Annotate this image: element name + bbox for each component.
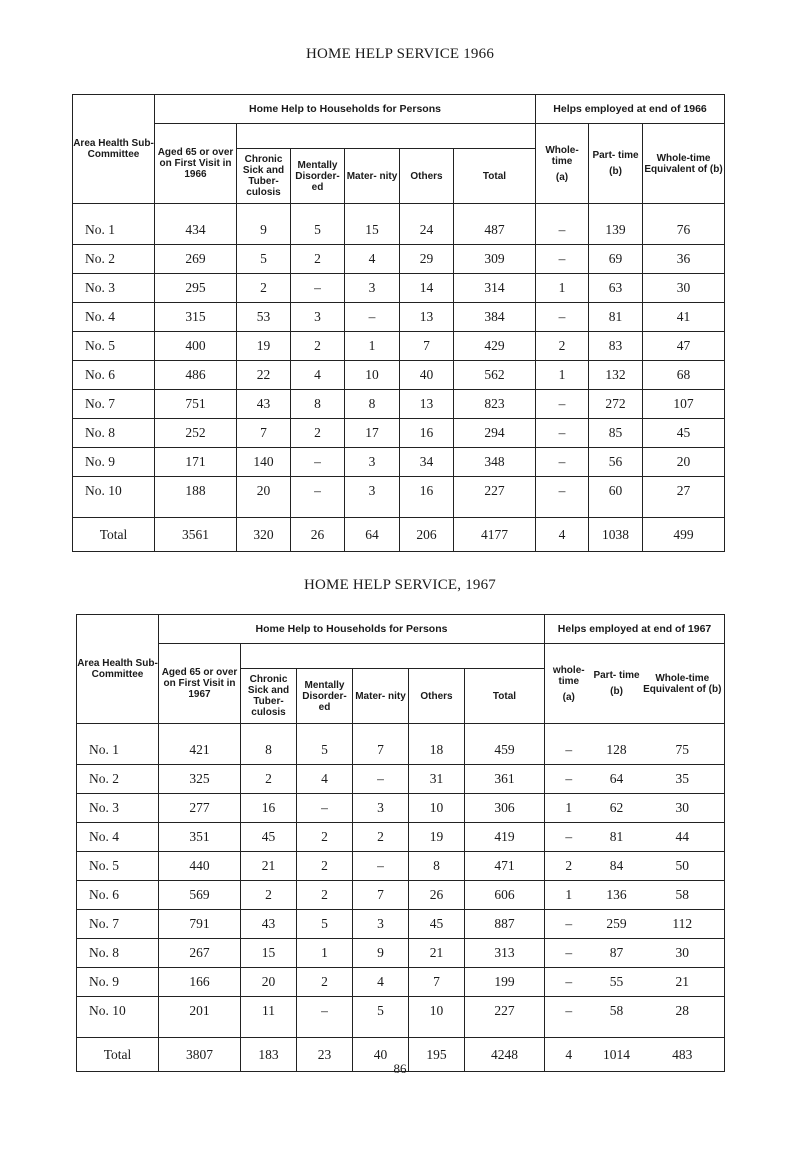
- cell-mentally-disordered: 5: [297, 724, 353, 765]
- cell-whole-time: 1: [536, 274, 589, 303]
- cell-whole-time: –: [545, 724, 593, 765]
- cell-part-time: 62: [593, 794, 641, 823]
- cell-others: 31: [409, 765, 465, 794]
- header-part-time: [593, 644, 641, 724]
- cell-others: 13: [400, 303, 454, 332]
- total-total: 4248: [465, 1038, 545, 1072]
- cell-whole-time: –: [536, 419, 589, 448]
- table-row: [77, 939, 725, 968]
- cell-total: 361: [465, 765, 545, 794]
- header-whole-time-sub: (a): [562, 691, 575, 703]
- cell-total: 384: [454, 303, 536, 332]
- cell-aged-65: 569: [159, 881, 241, 910]
- cell-whole-time: 1: [545, 794, 593, 823]
- cell-part-time: 272: [589, 390, 643, 419]
- header-whole-time-label: whole- time: [552, 664, 585, 687]
- total-others: 206: [400, 518, 454, 552]
- table-row: [73, 390, 725, 419]
- cell-total: 471: [465, 852, 545, 881]
- cell-aged-65: 269: [155, 245, 237, 274]
- cell-aged-65: 277: [159, 794, 241, 823]
- cell-part-time: 139: [589, 204, 643, 245]
- cell-aged-65: 295: [155, 274, 237, 303]
- cell-maternity: 17: [345, 419, 400, 448]
- cell-mentally-disordered: 2: [297, 852, 353, 881]
- cell-total: 309: [454, 245, 536, 274]
- header-blank: [237, 124, 536, 149]
- cell-whole-time: –: [545, 910, 593, 939]
- total-whole-time: 4: [536, 518, 589, 552]
- table-1966: [72, 94, 725, 552]
- table-1966-body: [73, 204, 725, 552]
- total-maternity: 40: [353, 1038, 409, 1072]
- cell-others: 18: [409, 724, 465, 765]
- cell-equivalent: 45: [643, 419, 725, 448]
- cell-aged-65: 325: [159, 765, 241, 794]
- cell-mentally-disordered: 2: [297, 968, 353, 997]
- cell-others: 40: [400, 361, 454, 390]
- cell-equivalent: 30: [641, 794, 725, 823]
- cell-mentally-disordered: –: [297, 997, 353, 1038]
- cell-maternity: 15: [345, 204, 400, 245]
- header-part-time-label: Part- time: [592, 150, 639, 161]
- header-area: Area Health Sub- Committee: [77, 615, 159, 724]
- header-helps-group: Helps employed at end of 1967: [545, 615, 725, 644]
- cell-maternity: 4: [353, 968, 409, 997]
- header-whole-time-label: Whole- time: [545, 144, 579, 167]
- cell-aged-65: 201: [159, 997, 241, 1038]
- cell-area: No. 3: [77, 794, 159, 823]
- cell-equivalent: 30: [643, 274, 725, 303]
- cell-maternity: 3: [345, 448, 400, 477]
- cell-part-time: 136: [593, 881, 641, 910]
- total-aged-65: 3807: [159, 1038, 241, 1072]
- cell-aged-65: 252: [155, 419, 237, 448]
- table-row: [77, 724, 725, 765]
- cell-others: 29: [400, 245, 454, 274]
- header-maternity: Mater- nity: [353, 669, 409, 724]
- cell-part-time: 128: [593, 724, 641, 765]
- header-helps-group: Helps employed at end of 1966: [536, 95, 725, 124]
- cell-area: No. 6: [77, 881, 159, 910]
- cell-equivalent: 20: [643, 448, 725, 477]
- cell-maternity: 9: [353, 939, 409, 968]
- table-row: [73, 204, 725, 245]
- cell-mentally-disordered: –: [291, 448, 345, 477]
- cell-area: No. 1: [77, 724, 159, 765]
- table-1967: [76, 614, 725, 1072]
- cell-part-time: 87: [593, 939, 641, 968]
- cell-chronic-sick: 15: [241, 939, 297, 968]
- cell-mentally-disordered: 5: [291, 204, 345, 245]
- cell-total: 606: [465, 881, 545, 910]
- table-row: [77, 997, 725, 1038]
- cell-others: 10: [409, 997, 465, 1038]
- cell-equivalent: 107: [643, 390, 725, 419]
- cell-part-time: 55: [593, 968, 641, 997]
- cell-aged-65: 751: [155, 390, 237, 419]
- header-whole-time: [545, 644, 593, 724]
- total-others: 195: [409, 1038, 465, 1072]
- cell-area: No. 8: [73, 419, 155, 448]
- cell-maternity: 2: [353, 823, 409, 852]
- table-row: [73, 274, 725, 303]
- total-area: Total: [77, 1038, 159, 1072]
- cell-mentally-disordered: –: [297, 794, 353, 823]
- cell-others: 16: [400, 419, 454, 448]
- total-equivalent: 483: [641, 1038, 725, 1072]
- cell-equivalent: 28: [641, 997, 725, 1038]
- header-whole-time: [536, 124, 589, 204]
- cell-maternity: 4: [345, 245, 400, 274]
- cell-whole-time: –: [545, 765, 593, 794]
- cell-total: 199: [465, 968, 545, 997]
- cell-equivalent: 44: [641, 823, 725, 852]
- cell-area: No. 2: [73, 245, 155, 274]
- cell-equivalent: 47: [643, 332, 725, 361]
- cell-mentally-disordered: 4: [291, 361, 345, 390]
- cell-mentally-disordered: 2: [291, 419, 345, 448]
- cell-equivalent: 30: [641, 939, 725, 968]
- cell-maternity: 7: [353, 881, 409, 910]
- table-row: [77, 823, 725, 852]
- cell-equivalent: 36: [643, 245, 725, 274]
- cell-others: 14: [400, 274, 454, 303]
- cell-chronic-sick: 20: [241, 968, 297, 997]
- cell-part-time: 69: [589, 245, 643, 274]
- cell-chronic-sick: 43: [241, 910, 297, 939]
- cell-others: 13: [400, 390, 454, 419]
- header-part-time-sub: (b): [610, 686, 623, 697]
- page-number: 86: [393, 1061, 407, 1076]
- cell-part-time: 85: [589, 419, 643, 448]
- header-mentally: Mentally Disorder- ed: [291, 149, 345, 204]
- cell-mentally-disordered: 3: [291, 303, 345, 332]
- table-row: [73, 332, 725, 361]
- cell-equivalent: 112: [641, 910, 725, 939]
- header-households-group: Home Help to Households for Persons: [159, 615, 545, 644]
- cell-aged-65: 315: [155, 303, 237, 332]
- cell-part-time: 63: [589, 274, 643, 303]
- cell-equivalent: 35: [641, 765, 725, 794]
- cell-maternity: 1: [345, 332, 400, 361]
- cell-area: No. 9: [77, 968, 159, 997]
- cell-whole-time: –: [545, 939, 593, 968]
- cell-aged-65: 791: [159, 910, 241, 939]
- cell-part-time: 58: [593, 997, 641, 1038]
- cell-chronic-sick: 19: [237, 332, 291, 361]
- cell-total: 314: [454, 274, 536, 303]
- cell-maternity: 8: [345, 390, 400, 419]
- cell-chronic-sick: 21: [241, 852, 297, 881]
- cell-whole-time: –: [536, 477, 589, 518]
- cell-maternity: 7: [353, 724, 409, 765]
- header-others: Others: [400, 149, 454, 204]
- table-row: [73, 419, 725, 448]
- header-part-time-sub: (b): [609, 166, 622, 177]
- header-whole-time-sub: (a): [555, 171, 569, 183]
- cell-maternity: 5: [353, 997, 409, 1038]
- cell-area: No. 10: [77, 997, 159, 1038]
- cell-mentally-disordered: 1: [297, 939, 353, 968]
- cell-equivalent: 68: [643, 361, 725, 390]
- total-equivalent: 499: [643, 518, 725, 552]
- cell-aged-65: 400: [155, 332, 237, 361]
- table-row: [77, 852, 725, 881]
- cell-aged-65: 351: [159, 823, 241, 852]
- cell-total: 306: [465, 794, 545, 823]
- cell-whole-time: –: [545, 823, 593, 852]
- cell-whole-time: 1: [545, 881, 593, 910]
- cell-mentally-disordered: 2: [291, 245, 345, 274]
- table-row: [73, 448, 725, 477]
- cell-whole-time: 1: [536, 361, 589, 390]
- cell-total: 823: [454, 390, 536, 419]
- table-1966-title: HOME HELP SERVICE 1966: [305, 46, 495, 62]
- total-aged-65: 3561: [155, 518, 237, 552]
- cell-others: 10: [409, 794, 465, 823]
- header-aged: Aged 65 or over on First Visit in 1966: [155, 124, 237, 204]
- cell-total: 562: [454, 361, 536, 390]
- cell-chronic-sick: 140: [237, 448, 291, 477]
- header-aged: Aged 65 or over on First Visit in 1967: [159, 644, 241, 724]
- cell-part-time: 64: [593, 765, 641, 794]
- table-row: [73, 361, 725, 390]
- cell-total: 227: [465, 997, 545, 1038]
- cell-mentally-disordered: 4: [297, 765, 353, 794]
- cell-total: 487: [454, 204, 536, 245]
- cell-chronic-sick: 22: [237, 361, 291, 390]
- cell-equivalent: 75: [641, 724, 725, 765]
- cell-part-time: 84: [593, 852, 641, 881]
- cell-maternity: –: [353, 852, 409, 881]
- total-part-time: 1014: [593, 1038, 641, 1072]
- table-row: [77, 910, 725, 939]
- cell-whole-time: 2: [536, 332, 589, 361]
- cell-others: 24: [400, 204, 454, 245]
- cell-others: 34: [400, 448, 454, 477]
- cell-area: No. 9: [73, 448, 155, 477]
- cell-maternity: 3: [353, 794, 409, 823]
- header-households-group: Home Help to Households for Persons: [155, 95, 536, 124]
- table-row: [77, 765, 725, 794]
- table-1967-title: HOME HELP SERVICE, 1967: [303, 577, 496, 593]
- cell-others: 21: [409, 939, 465, 968]
- cell-whole-time: –: [545, 968, 593, 997]
- total-whole-time: 4: [545, 1038, 593, 1072]
- cell-whole-time: –: [536, 448, 589, 477]
- cell-area: No. 4: [73, 303, 155, 332]
- cell-chronic-sick: 16: [241, 794, 297, 823]
- cell-part-time: 60: [589, 477, 643, 518]
- total-row: [73, 518, 725, 552]
- cell-whole-time: 2: [545, 852, 593, 881]
- cell-mentally-disordered: 2: [297, 881, 353, 910]
- cell-aged-65: 267: [159, 939, 241, 968]
- cell-area: No. 7: [77, 910, 159, 939]
- cell-area: No. 3: [73, 274, 155, 303]
- header-maternity: Mater- nity: [345, 149, 400, 204]
- cell-maternity: 3: [353, 910, 409, 939]
- cell-aged-65: 486: [155, 361, 237, 390]
- cell-others: 7: [409, 968, 465, 997]
- cell-total: 419: [465, 823, 545, 852]
- cell-area: No. 5: [77, 852, 159, 881]
- cell-total: 294: [454, 419, 536, 448]
- cell-mentally-disordered: 2: [297, 823, 353, 852]
- cell-maternity: –: [345, 303, 400, 332]
- cell-area: No. 1: [73, 204, 155, 245]
- cell-maternity: –: [353, 765, 409, 794]
- cell-area: No. 4: [77, 823, 159, 852]
- header-total: Total: [465, 669, 545, 724]
- total-mentally-disordered: 23: [297, 1038, 353, 1072]
- cell-mentally-disordered: –: [291, 274, 345, 303]
- cell-chronic-sick: 2: [237, 274, 291, 303]
- cell-chronic-sick: 9: [237, 204, 291, 245]
- cell-chronic-sick: 7: [237, 419, 291, 448]
- cell-mentally-disordered: 2: [291, 332, 345, 361]
- cell-chronic-sick: 8: [241, 724, 297, 765]
- total-part-time: 1038: [589, 518, 643, 552]
- total-area: Total: [73, 518, 155, 552]
- cell-maternity: 3: [345, 477, 400, 518]
- cell-part-time: 81: [589, 303, 643, 332]
- cell-whole-time: –: [536, 245, 589, 274]
- cell-others: 7: [400, 332, 454, 361]
- cell-part-time: 56: [589, 448, 643, 477]
- cell-maternity: 10: [345, 361, 400, 390]
- cell-equivalent: 41: [643, 303, 725, 332]
- header-blank: [241, 644, 545, 669]
- cell-equivalent: 58: [641, 881, 725, 910]
- cell-chronic-sick: 45: [241, 823, 297, 852]
- cell-total: 429: [454, 332, 536, 361]
- cell-equivalent: 50: [641, 852, 725, 881]
- total-maternity: 64: [345, 518, 400, 552]
- table-row: [73, 477, 725, 518]
- header-chronic: Chronic Sick and Tuber- culosis: [237, 149, 291, 204]
- cell-total: 459: [465, 724, 545, 765]
- cell-part-time: 259: [593, 910, 641, 939]
- cell-equivalent: 76: [643, 204, 725, 245]
- cell-chronic-sick: 11: [241, 997, 297, 1038]
- cell-whole-time: –: [545, 997, 593, 1038]
- header-part-time: [589, 124, 643, 204]
- cell-total: 887: [465, 910, 545, 939]
- cell-area: No. 5: [73, 332, 155, 361]
- cell-whole-time: –: [536, 204, 589, 245]
- header-equivalent: Whole-time Equivalent of (b): [643, 124, 725, 204]
- table-row: [77, 881, 725, 910]
- header-part-time-label: Part- time: [593, 670, 640, 681]
- header-area: Area Health Sub- Committee: [73, 95, 155, 204]
- cell-aged-65: 188: [155, 477, 237, 518]
- table-row: [73, 303, 725, 332]
- cell-chronic-sick: 2: [241, 765, 297, 794]
- table-1967-body: [77, 724, 725, 1072]
- cell-others: 19: [409, 823, 465, 852]
- cell-chronic-sick: 43: [237, 390, 291, 419]
- cell-mentally-disordered: 8: [291, 390, 345, 419]
- table-row: [77, 794, 725, 823]
- cell-others: 16: [400, 477, 454, 518]
- cell-others: 8: [409, 852, 465, 881]
- cell-equivalent: 27: [643, 477, 725, 518]
- header-mentally: Mentally Disorder- ed: [297, 669, 353, 724]
- cell-aged-65: 434: [155, 204, 237, 245]
- cell-aged-65: 440: [159, 852, 241, 881]
- total-chronic-sick: 183: [241, 1038, 297, 1072]
- total-mentally-disordered: 26: [291, 518, 345, 552]
- total-chronic-sick: 320: [237, 518, 291, 552]
- cell-area: No. 8: [77, 939, 159, 968]
- cell-chronic-sick: 20: [237, 477, 291, 518]
- cell-part-time: 83: [589, 332, 643, 361]
- total-total: 4177: [454, 518, 536, 552]
- cell-total: 313: [465, 939, 545, 968]
- cell-mentally-disordered: 5: [297, 910, 353, 939]
- cell-area: No. 2: [77, 765, 159, 794]
- table-row: [77, 968, 725, 997]
- cell-mentally-disordered: –: [291, 477, 345, 518]
- cell-aged-65: 421: [159, 724, 241, 765]
- cell-maternity: 3: [345, 274, 400, 303]
- cell-chronic-sick: 2: [241, 881, 297, 910]
- cell-area: No. 6: [73, 361, 155, 390]
- cell-whole-time: –: [536, 390, 589, 419]
- cell-others: 26: [409, 881, 465, 910]
- cell-others: 45: [409, 910, 465, 939]
- cell-chronic-sick: 53: [237, 303, 291, 332]
- cell-whole-time: –: [536, 303, 589, 332]
- cell-equivalent: 21: [641, 968, 725, 997]
- cell-total: 227: [454, 477, 536, 518]
- cell-aged-65: 166: [159, 968, 241, 997]
- header-others: Others: [409, 669, 465, 724]
- cell-part-time: 132: [589, 361, 643, 390]
- cell-chronic-sick: 5: [237, 245, 291, 274]
- header-equivalent: Whole-time Equivalent of (b): [641, 644, 725, 724]
- cell-area: No. 10: [73, 477, 155, 518]
- cell-total: 348: [454, 448, 536, 477]
- header-total: Total: [454, 149, 536, 204]
- table-row: [73, 245, 725, 274]
- cell-area: No. 7: [73, 390, 155, 419]
- cell-part-time: 81: [593, 823, 641, 852]
- cell-aged-65: 171: [155, 448, 237, 477]
- header-chronic: Chronic Sick and Tuber- culosis: [241, 669, 297, 724]
